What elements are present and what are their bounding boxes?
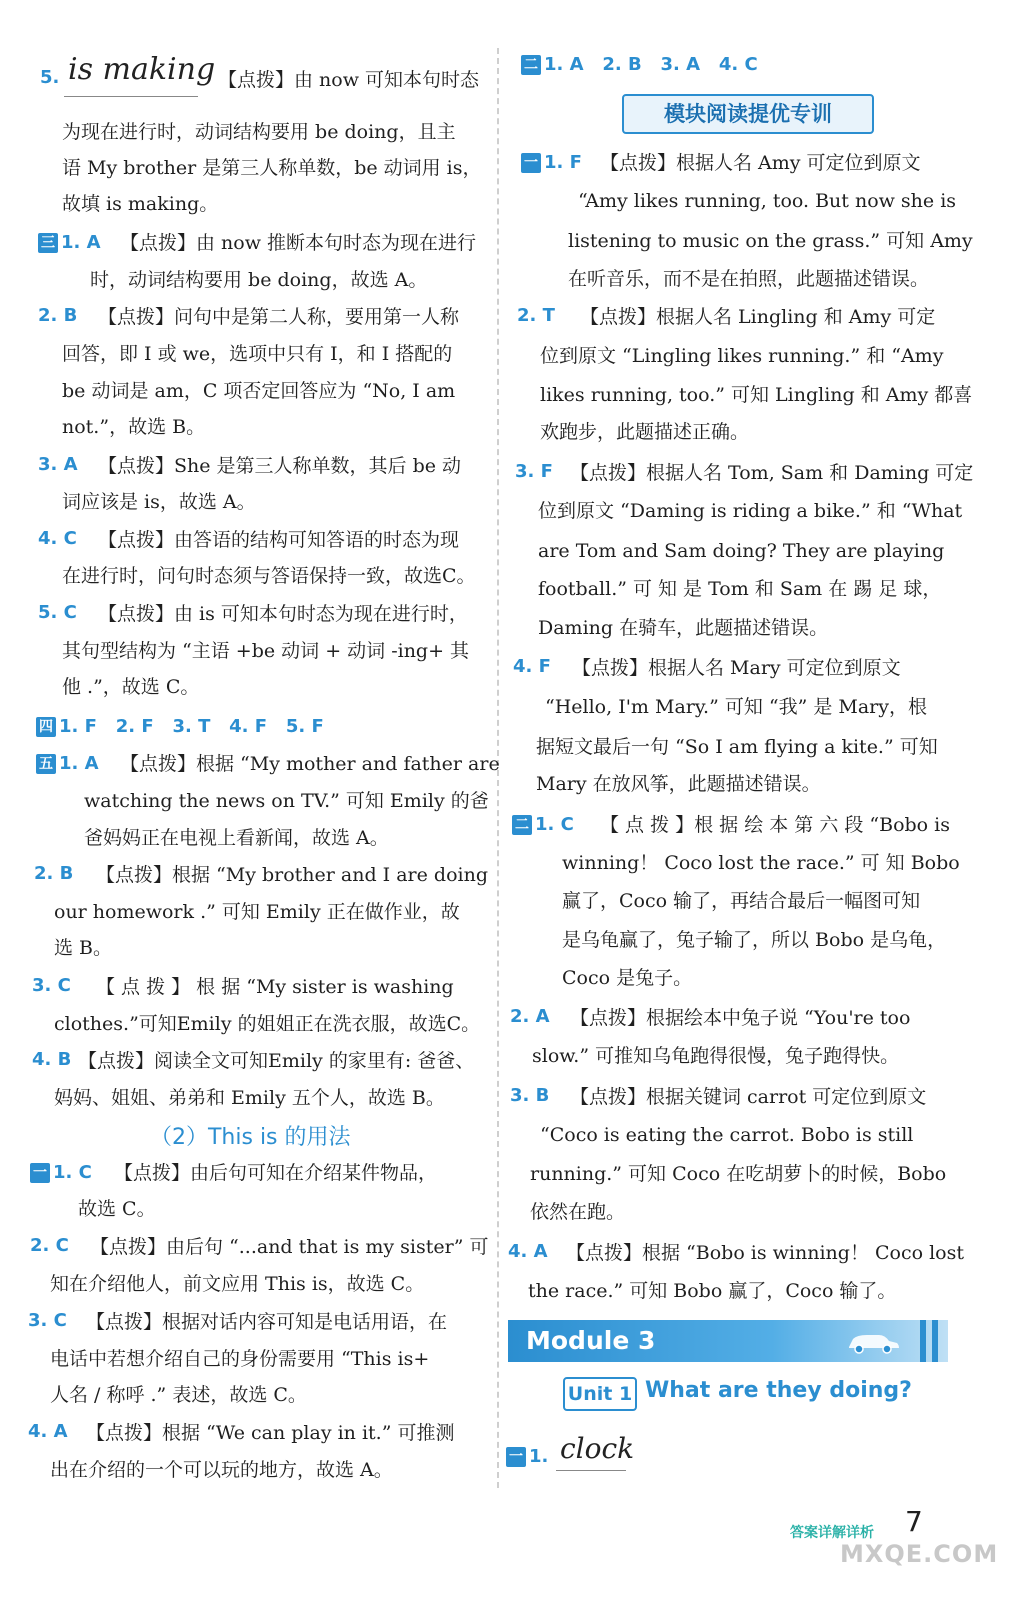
explanation-line: 在进行时，问句时态须与答语保持一致，故选C。 <box>62 565 476 587</box>
section-marker: 二 <box>521 55 541 75</box>
question-number: 4. F <box>513 656 551 677</box>
explanation-line: 【点拨】根据 “My mother and father are <box>120 753 500 775</box>
section-marker: 二 <box>512 815 532 835</box>
explanation-line: running.” 可知 Coco 在吃胡萝卜的时候，Bobo <box>530 1163 947 1185</box>
module-header <box>508 1320 948 1362</box>
explanation-line: 赢了，Coco 输了，再结合最后一幅图可知 <box>562 890 921 912</box>
question-number: 2. C <box>30 1235 69 1256</box>
explanation-line: Daming 在骑车，此题描述错误。 <box>538 617 829 639</box>
handwritten-answer: clock <box>560 1432 635 1465</box>
explanation-line: 其句型结构为 “主语 +be 动词 + 动词 -ing+ 其 <box>62 640 470 662</box>
subsection-heading: （2）This is 的用法 <box>150 1125 351 1150</box>
explanation-line: 【点拨】阅读全文可知Emily 的家里有: 爸爸、 <box>78 1050 475 1072</box>
explanation-line: Mary 在放风筝，此题描述错误。 <box>536 773 821 795</box>
explanation-line: our homework .” 可知 Emily 正在做作业，故 <box>54 901 460 923</box>
explanation-line: 【点拨】根据关键词 carrot 可定位到原文 <box>570 1086 927 1108</box>
question-number: 3. C <box>28 1310 67 1331</box>
explanation-line: 妈妈、姐姐、弟弟和 Emily 五个人，故选 B。 <box>54 1087 445 1109</box>
explanation-line: 爸妈妈正在电视上看新闻，故选 A。 <box>84 827 389 849</box>
explanation-line: 【点拨】由 now 可知本句时态 <box>218 69 480 91</box>
question-number: 2. T <box>517 305 555 326</box>
question-number: 1. A <box>59 753 99 774</box>
explanation-line: 词应该是 is，故选 A。 <box>62 491 256 513</box>
explanation-line: 知在介绍他人，前文应用 This is，故选 C。 <box>50 1273 425 1295</box>
explanation-line: “Amy likes running, too. But now she is <box>578 190 957 212</box>
explanation-line: 他 .”，故选 C。 <box>62 676 200 698</box>
explanation-line: 【点拨】由后句 “...and that is my sister” 可 <box>90 1236 489 1258</box>
question-number: 1. F <box>544 152 582 173</box>
explanation-line: the race.” 可知 Bobo 赢了，Coco 输了。 <box>528 1280 897 1302</box>
explanation-line: 语 My brother 是第三人称单数，be 动词用 is， <box>62 157 482 179</box>
section-marker: 一 <box>521 153 541 173</box>
explanation-line: are Tom and Sam doing? They are playing <box>538 540 945 562</box>
explanation-line: “Hello, I'm Mary.” 可知 “我” 是 Mary，根 <box>545 696 927 718</box>
answer-line <box>64 96 198 97</box>
section-marker: 一 <box>506 1447 526 1467</box>
explanation-line: 【点拨】She 是第三人称单数，其后 be 动 <box>98 455 462 477</box>
module-stripe <box>932 1320 938 1362</box>
explanation-line: 位到原文 “Daming is riding a bike.” 和 “What <box>538 500 963 522</box>
explanation-line: 【点拨】由后句可知在介绍某件物品， <box>114 1162 438 1184</box>
footer-label: 答案详解详析 <box>790 1525 874 1541</box>
question-number: 4. B <box>32 1049 72 1070</box>
page-number: 7 <box>905 1505 923 1538</box>
explanation-line: 人名 / 称呼 .” 表述，故选 C。 <box>50 1384 307 1406</box>
question-number: 4. A <box>508 1241 548 1262</box>
explanation-line: 电话中若想介绍自己的身份需要用 “This is+ <box>50 1348 430 1370</box>
explanation-line: 【点拨】根据 “My brother and I are doing <box>96 864 488 886</box>
explanation-line: 依然在跑。 <box>530 1201 626 1223</box>
explanation-line: 【点拨】根据人名 Tom, Sam 和 Daming 可定 <box>570 462 974 484</box>
explanation-line: be 动词是 am，C 项否定回答应为 “No, I am <box>62 380 456 402</box>
section-marker: 五 <box>36 754 56 774</box>
question-number: 3. C <box>32 975 71 996</box>
explanation-line: Coco 是兔子。 <box>562 967 693 989</box>
explanation-line: watching the news on TV.” 可知 Emily 的爸 <box>84 790 489 812</box>
explanation-line: 时，动词结构要用 be doing，故选 A。 <box>90 269 428 291</box>
question-number: 4. C <box>38 528 77 549</box>
explanation-line: 欢跑步，此题描述正确。 <box>540 421 750 443</box>
question-number: 1. <box>529 1446 549 1467</box>
explanation-line: 【点拨】问句中是第二人称，要用第一人称 <box>98 306 460 328</box>
explanation-line: 【点拨】根据人名 Lingling 和 Amy 可定 <box>580 306 936 328</box>
explanation-line: 据短文最后一句 “So I am flying a kite.” 可知 <box>536 736 938 758</box>
module-stripe <box>920 1320 926 1362</box>
answer-list: 1. A 2. B 3. A 4. C <box>544 54 758 75</box>
explanation-line: 回答，即 I 或 we，选项中只有 I，和 I 搭配的 <box>62 343 453 365</box>
explanation-line: clothes.”可知Emily 的姐姐正在洗衣服，故选C。 <box>54 1013 481 1035</box>
question-number: 3. B <box>510 1085 550 1106</box>
explanation-line: slow.” 可推知乌龟跑得很慢，兔子跑得快。 <box>532 1045 900 1067</box>
question-number: 1. A <box>61 232 101 253</box>
explanation-line: likes running, too.” 可知 Lingling 和 Amy 都喜 <box>540 384 973 406</box>
explanation-line: 【点拨】由答语的结构可知答语的时态为现 <box>98 529 460 551</box>
explanation-line: 【点拨】由 is 可知本句时态为现在进行时， <box>98 603 468 625</box>
explanation-line: 选 B。 <box>54 937 113 959</box>
explanation-line: 【 点 拨 】 根 据 “My sister is washing <box>96 976 454 998</box>
question-number: 3. A <box>38 454 78 475</box>
explanation-line: “Coco is eating the carrot. Bobo is still <box>540 1124 914 1146</box>
unit-label: Unit 1 <box>563 1377 637 1411</box>
explanation-line: 【点拨】根据人名 Amy 可定位到原文 <box>600 152 921 174</box>
question-number: 3. F <box>515 461 553 482</box>
question-number: 4. A <box>28 1421 68 1442</box>
explanation-line: 为现在进行时，动词结构要用 be doing，且主 <box>62 121 456 143</box>
explanation-line: 【点拨】由 now 推断本句时态为现在进行 <box>120 232 477 254</box>
module-title: Module 3 <box>526 1326 656 1355</box>
explanation-line: 出在介绍的一个可以玩的地方，故选 A。 <box>50 1459 393 1481</box>
explanation-line: 故填 is making。 <box>62 193 219 215</box>
explanation-line: football.” 可 知 是 Tom 和 Sam 在 踢 足 球， <box>538 578 942 600</box>
handwritten-answer: is making <box>68 52 216 87</box>
explanation-line: 【点拨】根据人名 Mary 可定位到原文 <box>572 657 901 679</box>
question-number: 1. C <box>535 814 574 835</box>
explanation-line: 【点拨】根据对话内容可知是电话用语，在 <box>86 1311 448 1333</box>
explanation-line: 是乌龟赢了，兔子输了，所以 Bobo 是乌龟， <box>562 929 947 951</box>
watermark: MXQE.COM <box>840 1540 999 1568</box>
question-number: 1. C <box>53 1162 92 1183</box>
section-banner: 模块阅读提优专训 <box>622 94 874 134</box>
explanation-line: 故选 C。 <box>78 1198 156 1220</box>
explanation-line: not.”，故选 B。 <box>62 416 206 438</box>
explanation-line: 【点拨】根据绘本中兔子说 “You're too <box>570 1007 911 1029</box>
explanation-line: 在听音乐，而不是在拍照，此题描述错误。 <box>568 268 930 290</box>
question-number: 2. A <box>510 1006 550 1027</box>
explanation-line: listening to music on the grass.” 可知 Amy <box>568 230 973 252</box>
section-marker: 四 <box>36 717 56 737</box>
question-number: 2. B <box>38 305 78 326</box>
car-icon <box>843 1329 903 1355</box>
explanation-line: 【点拨】根据 “We can play in it.” 可推测 <box>86 1422 455 1444</box>
question-number: 5. <box>40 67 60 88</box>
question-number: 5. C <box>38 602 77 623</box>
explanation-line: 【 点 拨 】根 据 绘 本 第 六 段 “Bobo is <box>600 814 950 836</box>
unit-title: What are they doing? <box>645 1378 912 1403</box>
explanation-line: 【点拨】根据 “Bobo is winning！ Coco lost <box>566 1242 964 1264</box>
explanation-line: winning！ Coco lost the race.” 可 知 Bobo <box>562 852 960 874</box>
answer-line <box>556 1470 626 1471</box>
answer-list: 1. F 2. F 3. T 4. F 5. F <box>59 716 324 737</box>
explanation-line: 位到原文 “Lingling likes running.” 和 “Amy <box>540 345 944 367</box>
section-marker: 三 <box>38 233 58 253</box>
section-marker: 一 <box>30 1163 50 1183</box>
question-number: 2. B <box>34 863 74 884</box>
